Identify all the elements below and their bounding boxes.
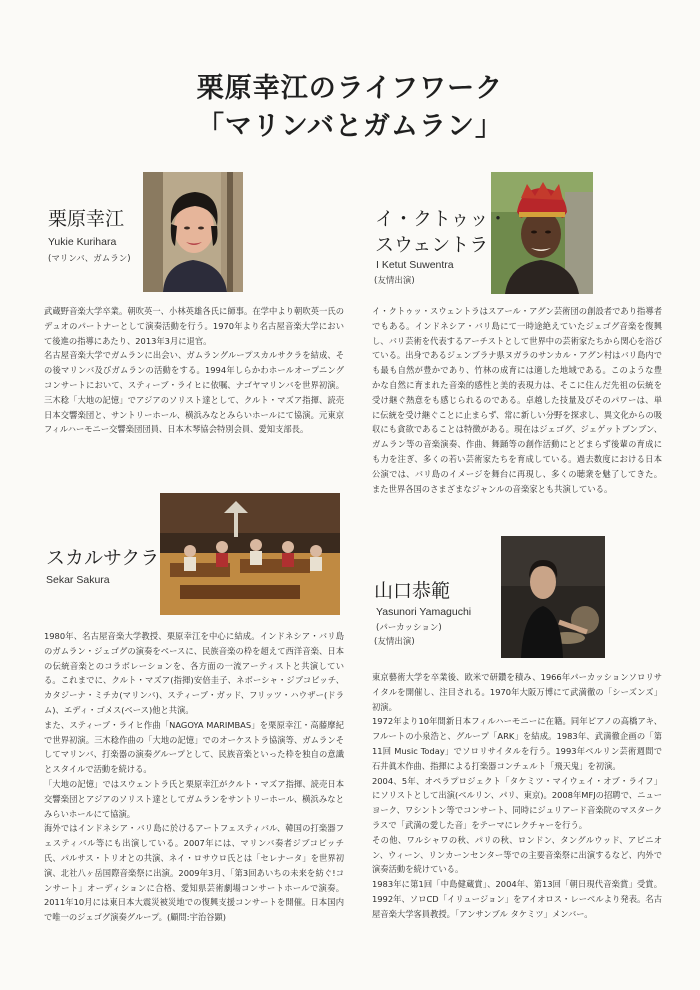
suwentra-role: (友情出演): [374, 276, 415, 286]
sekar-bio-p4: 海外ではインドネシア・バリ島に於けるアートフェスティバル、韓国の打楽器フェスティバル等にも出演している。2007年には、マリンバ奏者ジブコビッチ氏、パルサス・トリオとの共演、ネイ・ロサウロ氏とは「セレナータ」を世界初演、北社八ヶ岳国際音楽祭に出演。2009年3月、「第3回あいちの未来を紡ぐ!コンサート」オーディションに合格、愛知県芸術劇場コンサートホールで演奏。2011年10月には東日本大震災被災地での復興支援コンサートを開催。日本国内で唯一のジェゴグ演奏グループ。(顧問:宇治谷顕): [44, 823, 344, 923]
kurihara-bio: [44, 304, 344, 437]
sekar-bio-p3: 「大地の記憶」ではスウェントラ氏と栗原幸江がクルト・マズア指揮、読売日本交響楽団とアジアのソリスト達としてガムランをサントリーホール、横浜みなとみらいホールにて協演。: [44, 778, 344, 819]
suwentra-name-line2: スウェントラ: [375, 234, 489, 256]
yamaguchi-role-2: (友情出演): [374, 637, 415, 647]
kurihara-portrait: [143, 172, 243, 292]
yamaguchi-bio-p3: 2004、5年、オペラプロジェクト「タケミツ・マイウェイ・オブ・ライフ」にソリストとして出演(ベルリン、パリ、東京)。2008年MFJの招聘で、ニューヨーク、ワシントン等でコンサート、同時にジュリアード音楽院のマスタークラスで「武満の愛した音」をテーマにレクチャーを行う。: [372, 775, 662, 830]
yamaguchi-role: (パーカッション): [376, 623, 442, 633]
yamaguchi-bio-p4: その他、ワルシャワの秋、パリの秋、ロンドン、タングルウッド、アビニオン、ウィーン、リンカーンセンター等での主要音楽祭に出演するなど、内外で演奏活動を続けている。: [372, 834, 662, 875]
yamaguchi-photo: [501, 536, 605, 658]
sekar-bio-p1: 1980年、名古屋音楽大学教授、栗原幸江を中心に結成。インドネシア・バリ島のガムラン・ジェゴグの演奏をベースに、民族音楽の枠を超えて西洋音楽、日本の伝統音楽とのコラボレーションを、各方面の一流アーティストと共演している。これまでに、クルト・マズア(指揮)安倍圭子、ネボーシャ・ジブコビッチ、カタジーナ・ミチカ(マリンバ)、スティーブ・ガッド、フリッツ・ハウザー(ドラム)、エディ・ゴメス(ベース)他と共演。: [44, 631, 344, 715]
sekar-bio-p2: また、スティーブ・ライヒ作曲「NAGOYA MARIMBAS」を栗原幸江・高藤摩紀で世界初演。三木稔作曲の「大地の記憶」でのオーケストラ協演等、ガムランそしてマリンバ、打楽器の演奏グループとして、民族音楽といった枠を独自の意識とスタイルで活動を続ける。: [44, 719, 344, 775]
yamaguchi-bio-p5: 1983年に第1回「中島健蔵賞」、2004年、第13回「朝日現代音楽賞」受賞。1992年、ソロCD「イリュージョン」をアイオロス・レーベルより発表。名古屋音楽大学客員教授。「アンサンブル タケミツ」メンバー。: [372, 879, 662, 919]
kurihara-bio-p2: 名古屋音楽大学でガムランに出会い、ガムラングループスカルサクラを結成、その後マリンバ及びガムランの活動をする。1994年しらかわホールオープニングコンサートにおいて、スティーブ・ライヒに依嘱、ナゴヤマリンバを世界初演。三木稔「大地の記憶」でアジアのソリスト達として、クルト・マズア指揮、読売日本交響楽団と、サントリーホール、横浜みなとみらいホールにて協演。元東京フィルハーモニー交響楽団団員、日本木琴協会特別会員、愛知支部長。: [44, 350, 344, 435]
suwentra-bio-p1: イ・クトゥッ・スウェントラはスアール・アグン芸術団の創設者であり指導者でもある。インドネシア・バリ島にて一時途絶えていたジェゴグ音楽を復興し、バリ芸術を代表するアーチストとして世界中の芸術家たちから関心を浴びている。出身であるジェンブラナ県ヌガラのサンカル・アグン村はバリ島内でも最も自然が豊かであり、竹林の成育には適した地域である。このような豊かな自然に育まれた音楽的感性と美的表現力は、そこに住んだ先祖の伝統を受け継ぐ熱意をも感じられるのである。卓越した技量及びそのパワーは、単に伝統を受け継ぐことに止まらず、常に新しい分野を探求し、異文化からの吸収にも貪欲であることは特徴がある。現在はジェゴグ、ジェゲットブンブン、ガムラン等の音楽演奏、作曲、舞踊等の創作活動にとどまらず後輩の育成にも力を注ぎ、多くの若い芸術家たちを育成している。過去数度における日本公演では、バリ島のイメージを舞台に再現し、多くの聴衆を魅了してきた。また世界各国のさまざまなジャンルの音楽家とも共演している。: [372, 306, 662, 494]
kurihara-name: 栗原幸江: [48, 208, 125, 230]
page-title-line1: 栗原幸江のライフワーク: [196, 73, 504, 104]
page-title-line2: 「マリンバとガムラン」: [196, 111, 504, 142]
suwentra-name-line1: イ・クトゥッ・: [375, 208, 508, 230]
suwentra-name-en: I Ketut Suwentra: [376, 259, 454, 271]
yamaguchi-bio-p1: 東京藝術大学を卒業後、欧米で研鑽を積み、1966年パーカッションソロリサイタルを開催し、注目される。1970年大阪万博にて武満徹の「シーズンズ」初演。: [372, 672, 662, 712]
kurihara-bio-p1: 武蔵野音楽大学卒業。朝吹英一、小林英雄各氏に師事。在学中より朝吹英一氏のデュオのパートナーとして演奏活動を行う。1970年より名古屋音楽大学において後進の指導にあたり、2013年3月に退官。: [44, 306, 344, 346]
sekar-bio: [44, 629, 344, 925]
sekar-name-en: Sekar Sakura: [46, 574, 110, 586]
suwentra-name: [375, 206, 508, 258]
kurihara-name-en: Yukie Kurihara: [48, 236, 117, 248]
kurihara-role: (マリンバ、ガムラン): [48, 254, 131, 264]
yamaguchi-bio-p2: 1972年より10年間新日本フィルハーモニーに在籍。同年ピアノの高橋アキ、フルートの小泉浩と、グループ「ARK」を結成。1983年、武満徹企画の「第11回 Music Today」でソロリサイタルを行う。1993年ベルリン芸術週間で石井眞木作曲、指揮による打楽器コンチェルト「飛天鬼」を初演。: [372, 716, 662, 771]
yamaguchi-name-en: Yasunori Yamaguchi: [376, 606, 472, 618]
suwentra-bio: [372, 304, 662, 496]
yamaguchi-bio: [372, 670, 662, 922]
sekar-sakura-photo: [160, 493, 340, 615]
yamaguchi-name: 山口恭範: [374, 580, 451, 602]
sekar-name: スカルサクラ: [46, 547, 160, 569]
